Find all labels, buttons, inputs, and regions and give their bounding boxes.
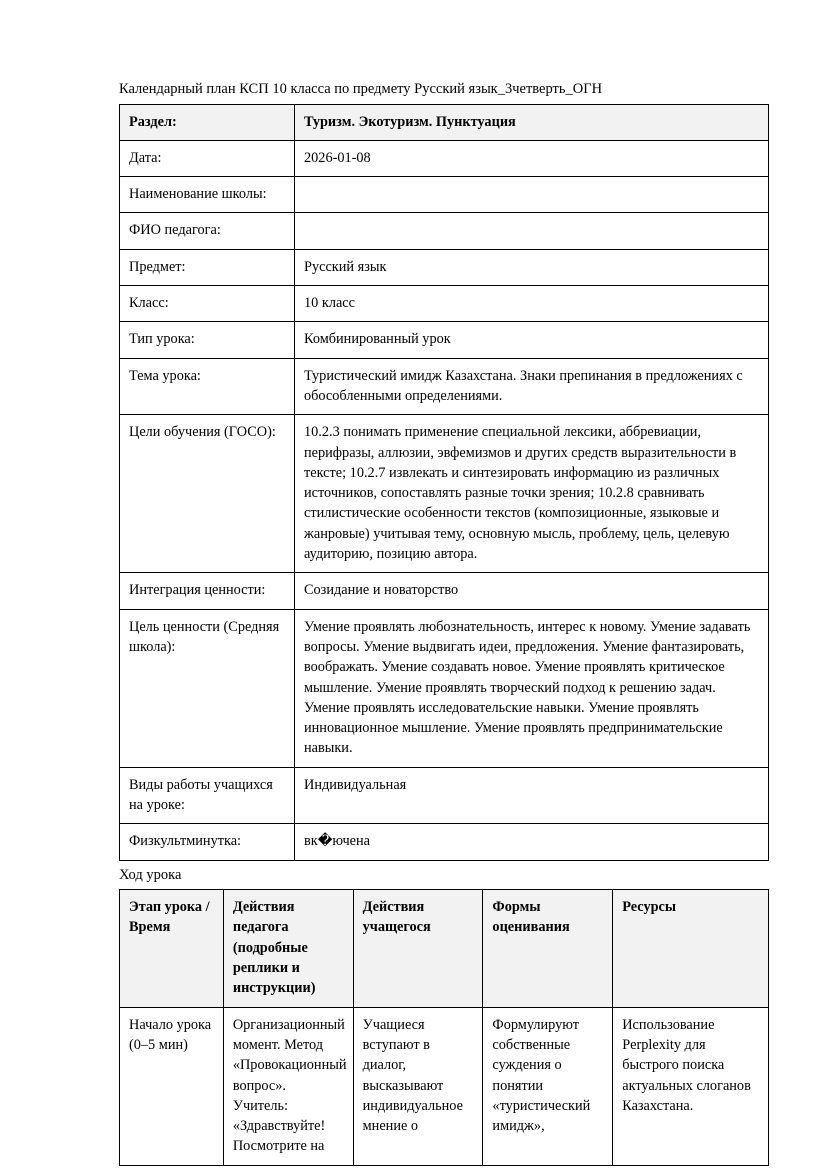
row-value-learning-objectives: 10.2.3 понимать применение специальной лексики, аббревиации, перифразы, аллюзии, эвфемизмов и других средств выразительности в тексте; 10.2.7 извлекать и синтезировать информацию из различных источников, сопоставлять разные точки зрения; 10.2.8 сравнивать стилистические особенности текстов (композиционные, языковые и жанровые) учитывая тему, основную мысль, проблему, цель, целевую аудиторию, позицию автора. bbox=[295, 415, 769, 573]
table-row bbox=[120, 358, 769, 415]
row-value-lesson-topic: Туристический имидж Казахстана. Знаки препинания в предложениях с обособленными определениями. bbox=[295, 358, 769, 415]
column-header-teacher-actions: Действия педагога (подробные реплики и инструкции) bbox=[223, 890, 353, 1007]
column-header-student-actions: Действия учащегося bbox=[353, 890, 483, 1007]
row-label-value-goal: Цель ценности (Средняя школа): bbox=[120, 609, 295, 767]
page-title: Календарный план КСП 10 класса по предмету Русский язык_3четверть_ОГН bbox=[119, 81, 603, 97]
row-value-lesson-type: Комбинированный урок bbox=[295, 322, 769, 358]
cell-assessment-forms: Формулируют собственные суждения о понятии «туристический имидж», bbox=[483, 1007, 613, 1165]
lesson-flow-head bbox=[120, 890, 769, 1007]
cell-resources: Использование Perplexity для быстрого поиска актуальных слоганов Казахстана. bbox=[613, 1007, 769, 1165]
row-value-subject: Русский язык bbox=[295, 249, 769, 285]
row-value-grade: 10 класс bbox=[295, 286, 769, 322]
lesson-flow-caption: Ход урока bbox=[119, 866, 182, 883]
section-label-cell: Раздел: bbox=[120, 104, 295, 140]
row-value-value-integration: Созидание и новаторство bbox=[295, 573, 769, 609]
row-label-learning-objectives: Цели обучения (ГОСО): bbox=[120, 415, 295, 573]
row-value-teacher-name bbox=[295, 213, 769, 249]
row-label-work-types: Виды работы учащихся на уроке: bbox=[120, 767, 295, 824]
lesson-flow-table bbox=[119, 889, 769, 1166]
table-row bbox=[120, 415, 769, 573]
cell-student-actions: Учащиеся вступают в диалог, высказывают индивидуальное мнение о bbox=[353, 1007, 483, 1165]
table-row-section bbox=[120, 104, 769, 140]
cell-teacher-actions: Организационный момент. Метод «Провокационный вопрос». Учитель: «Здравствуйте! Посмотрите на bbox=[223, 1007, 353, 1165]
lesson-info-table bbox=[119, 104, 769, 861]
table-row bbox=[120, 322, 769, 358]
lesson-info-body bbox=[120, 104, 769, 860]
table-row bbox=[120, 286, 769, 322]
column-header-resources: Ресурсы bbox=[613, 890, 769, 1007]
document-page bbox=[119, 80, 769, 1166]
column-header-stage: Этап урока / Время bbox=[120, 890, 224, 1007]
column-header-assessment-forms: Формы оценивания bbox=[483, 890, 613, 1007]
row-value-date: 2026-01-08 bbox=[295, 140, 769, 176]
table-header-row bbox=[120, 890, 769, 1007]
cell-stage: Начало урока (0–5 мин) bbox=[120, 1007, 224, 1165]
row-label-teacher-name: ФИО педагога: bbox=[120, 213, 295, 249]
table-row bbox=[120, 177, 769, 213]
table-row bbox=[120, 609, 769, 767]
table-row bbox=[120, 249, 769, 285]
row-label-school: Наименование школы: bbox=[120, 177, 295, 213]
table-row bbox=[120, 767, 769, 824]
section-value-cell: Туризм. Экотуризм. Пунктуация bbox=[295, 104, 769, 140]
table-row bbox=[120, 140, 769, 176]
row-label-date: Дата: bbox=[120, 140, 295, 176]
table-row bbox=[120, 1007, 769, 1165]
row-label-lesson-type: Тип урока: bbox=[120, 322, 295, 358]
row-label-lesson-topic: Тема урока: bbox=[120, 358, 295, 415]
row-value-school bbox=[295, 177, 769, 213]
lesson-flow-body bbox=[120, 1007, 769, 1165]
table-row bbox=[120, 573, 769, 609]
row-value-work-types: Индивидуальная bbox=[295, 767, 769, 824]
table-row bbox=[120, 213, 769, 249]
row-label-value-integration: Интеграция ценности: bbox=[120, 573, 295, 609]
row-label-subject: Предмет: bbox=[120, 249, 295, 285]
row-label-physical-break: Физкультминутка: bbox=[120, 824, 295, 860]
row-value-value-goal: Умение проявлять любознательность, интерес к новому. Умение задавать вопросы. Умение выдвигать идеи, предложения. Умение фантазировать, воображать. Умение создавать новое. Умение проявлять критическое мышление. Умение проявлять творческий подход к решению задач. Умение проявлять исследовательские навыки. Умение проявлять инновационное мышление. Умение проявлять предпринимательские навыки. bbox=[295, 609, 769, 767]
row-value-physical-break: вк�ючена bbox=[295, 824, 769, 860]
row-label-grade: Класс: bbox=[120, 286, 295, 322]
table-row bbox=[120, 824, 769, 860]
